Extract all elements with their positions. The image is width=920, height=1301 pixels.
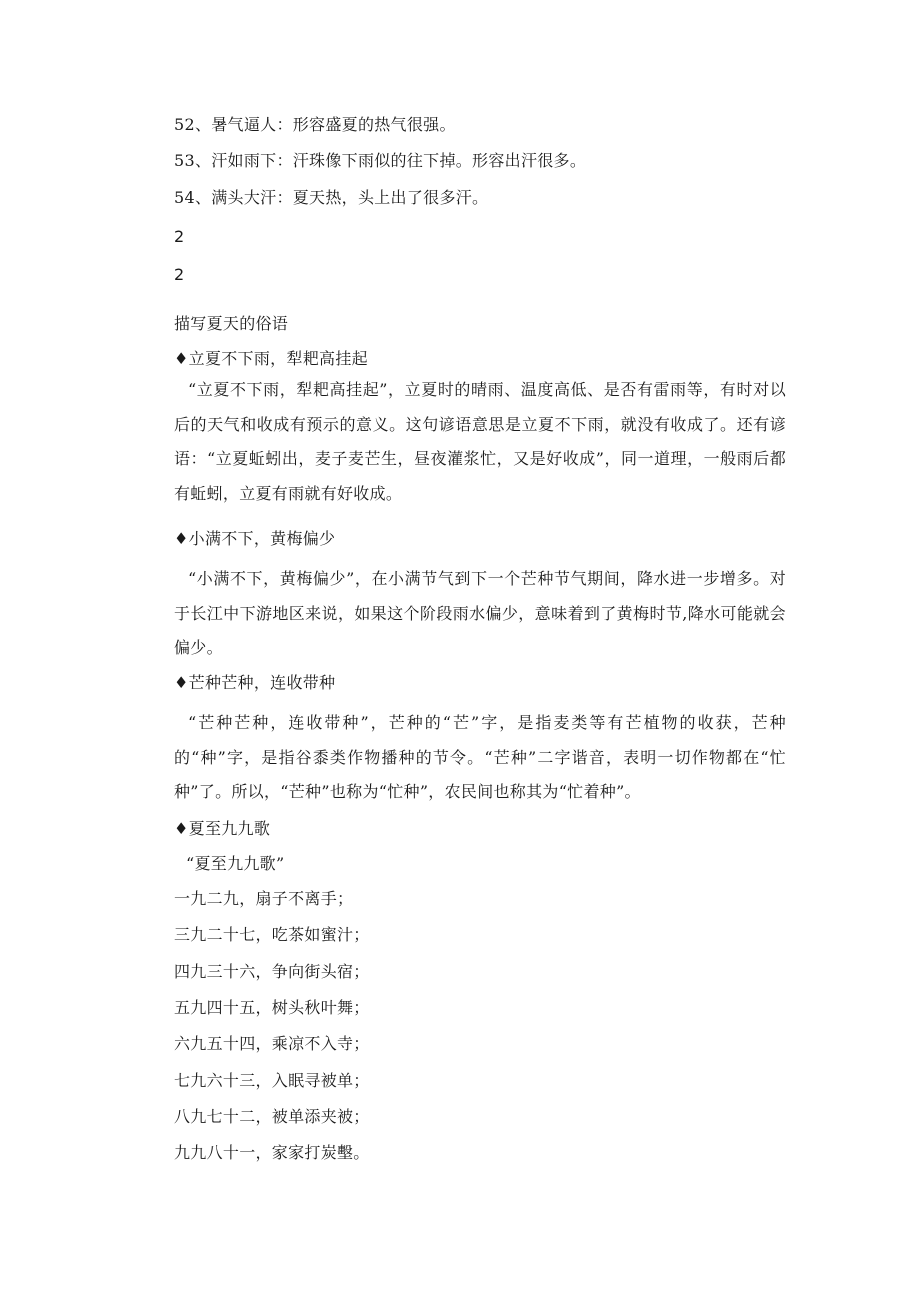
page-number-marker: 2 xyxy=(174,265,185,284)
song-line: 七九六十三，入眠寻被单； xyxy=(174,1071,370,1090)
song-title: “夏至九九歌” xyxy=(186,854,285,873)
idiom-item-53: 53、汗如雨下：汗珠像下雨似的往下掉。形容出汗很多。 xyxy=(174,151,587,170)
saying-heading: ♦小满不下，黄梅偏少 xyxy=(174,529,336,548)
saying-paragraph-text: “芒种芒种，连收带种”，芒种的“芒”字，是指麦类等有芒植物的收获，芒种的“种”字，是指谷黍类作物播种的节令。“芒种”二字谐音，表明一切作物都在“忙种”了。所以，“芒种”也称为“忙种”，农民间也称其为“忙着种”。 xyxy=(174,713,786,801)
saying-paragraph xyxy=(174,373,786,511)
song-line: 九九八十一，家家打炭墼。 xyxy=(174,1143,370,1162)
page-number-marker: 2 xyxy=(174,227,185,246)
saying-paragraph-text: “立夏不下雨，犁耙高挂起”，立夏时的晴雨、温度高低、是否有雷雨等，有时对以后的天气和收成有预示的意义。这句谚语意思是立夏不下雨，就没有收成了。还有谚语：“立夏蚯蚓出，麦子麦芒生，昼夜灌浆忙，又是好收成”，同一道理，一般雨后都有蚯蚓，立夏有雨就有好收成。 xyxy=(174,380,786,503)
saying-paragraph-text: “小满不下，黄梅偏少”，在小满节气到下一个芒种节气期间，降水进一步增多。对于长江中下游地区来说，如果这个阶段雨水偏少，意味着到了黄梅时节,降水可能就会偏少。 xyxy=(174,569,786,657)
idiom-item-54: 54、满头大汗：夏天热，头上出了很多汗。 xyxy=(174,188,489,207)
song-line: 四九三十六，争向街头宿； xyxy=(174,962,370,981)
section-title: 描写夏天的俗语 xyxy=(174,314,289,333)
song-line: 六九五十四，乘凉不入寺； xyxy=(174,1034,370,1053)
song-heading: ♦夏至九九歌 xyxy=(174,819,271,838)
saying-heading: ♦立夏不下雨，犁耙高挂起 xyxy=(174,349,368,368)
song-line: 一九二九，扇子不离手； xyxy=(174,889,354,908)
song-line: 三九二十七，吃茶如蜜汁； xyxy=(174,925,370,944)
saying-paragraph xyxy=(174,562,786,666)
idiom-item-52: 52、暑气逼人：形容盛夏的热气很强。 xyxy=(174,115,456,134)
saying-paragraph xyxy=(174,706,786,810)
song-line: 八九七十二，被单添夹被； xyxy=(174,1107,370,1126)
song-line: 五九四十五，树头秋叶舞； xyxy=(174,998,370,1017)
saying-heading: ♦芒种芒种，连收带种 xyxy=(174,673,336,692)
